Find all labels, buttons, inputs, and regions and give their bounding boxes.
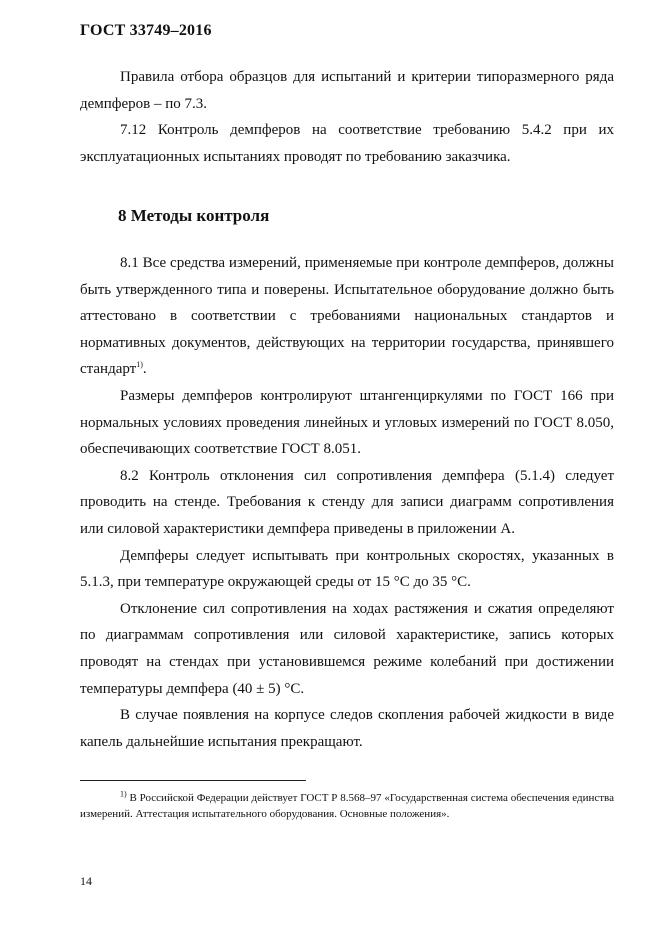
paragraph-dimensions: Размеры демпферов контролируют штангенциркулями по ГОСТ 166 при нормальных условиях проведения линейных и угловых измерений по ГОСТ 8.050, обеспечивающих соответствие ГОСТ 8.051. (80, 387, 614, 458)
footnote-text: В Российской Федерации действует ГОСТ Р 8.568–97 «Государственная система обеспечения единства измерений. Аттестация испытательного оборудования. Основные положения». (80, 792, 614, 820)
intro-block (80, 64, 614, 170)
document-header: ГОСТ 33749–2016 (80, 22, 212, 39)
paragraph-force-deviation: Отклонение сил сопротивления на ходах растяжения и сжатия определяют по диаграммам сопротивления или силовой характеристике, запись которых проводят на стендах при установившемся режиме колебаний при достижении температуры демпфера (40 ± 5) °С. (80, 600, 614, 697)
paragraph-8-1-tail: . (142, 361, 147, 378)
section-body (80, 250, 614, 755)
page-number: 14 (80, 874, 92, 888)
paragraph-leak-stop: В случае появления на корпусе следов скопления рабочей жидкости в виде капель дальнейшие испытания прекращают. (80, 707, 614, 750)
paragraph-8-1-text: 8.1 Все средства измерений, применяемые при контроле демпферов, должны быть утвержденного типа и поверены. Испытательное оборудование должно быть аттестовано в соответствии с требованиями национальных стандартов и нормативных документов, действующих на территории государства, принявшего стандарт (80, 255, 614, 378)
paragraph-8-1 (80, 250, 614, 383)
footnote-paragraph (80, 790, 614, 822)
section-heading: 8 Методы контроля (118, 206, 270, 225)
footnote-mark: 1) (120, 789, 127, 799)
footnote-reference: 1) (136, 360, 143, 370)
footnote (80, 790, 614, 822)
paragraph-8-2: 8.2 Контроль отклонения сил сопротивления демпфера (5.1.4) следует проводить на стенде. Требования к стенду для записи диаграмм сопротивления или силовой характеристики демпфера приведены в приложении А. (80, 467, 614, 537)
footnote-divider (80, 780, 306, 781)
paragraph-sampling-rules: Правила отбора образцов для испытаний и критерии типоразмерного ряда демпферов – по 7.3. (80, 69, 614, 112)
paragraph-7-12: 7.12 Контроль демпферов на соответствие требованию 5.4.2 при их эксплуатационных испытаниях проводят по требованию заказчика. (80, 122, 614, 165)
paragraph-test-speeds: Демпферы следует испытывать при контрольных скоростях, указанных в 5.1.3, при температуре окружающей среды от 15 °С до 35 °С. (80, 547, 614, 591)
